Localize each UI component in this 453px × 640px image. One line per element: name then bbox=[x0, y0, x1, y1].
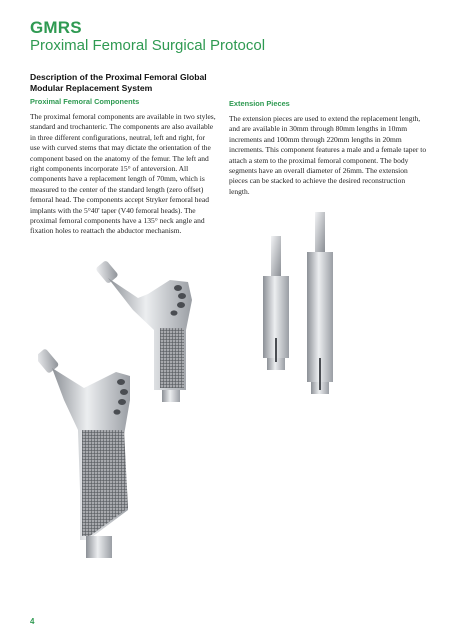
proximal-components-paragraph: The proximal femoral components are available in two styles, standard and trochanteric. The components are also available in three different configurations, neutral, left and right, for use with curved stems that may dictate the orientation of the component based on the anatomy of the femur. The left and right components incorporate 15° of anteversion. All components have a replacement length of 70mm, which is measured to the center of the standard length (zero offset) femoral head. The components accept Stryker femoral head implants with the 5°40' taper (V40 femoral heads). The proximal femoral components have a 135° neck angle and fixation holes to reattach the abductor mechanism. bbox=[30, 112, 216, 236]
extension-piece-short bbox=[263, 236, 289, 370]
left-column bbox=[30, 72, 216, 237]
section-title: Description of the Proximal Femoral Global Modular Replacement System bbox=[30, 72, 207, 93]
extension-piece-long bbox=[307, 212, 333, 394]
extension-pieces-heading: Extension Pieces bbox=[229, 99, 290, 108]
right-column bbox=[229, 99, 427, 197]
header-subtitle: Proximal Femoral Surgical Protocol bbox=[30, 37, 266, 54]
proximal-components-heading: Proximal Femoral Components bbox=[30, 97, 140, 106]
extension-piece-photo bbox=[255, 208, 375, 398]
page-number: 4 bbox=[30, 617, 35, 626]
header-brand: GMRS bbox=[30, 18, 82, 37]
femoral-component-front bbox=[38, 348, 130, 558]
extension-pieces-paragraph: The extension pieces are used to extend the replacement length, and are available in 30mm through 80mm lengths in 10mm increments and 100mm through 220mm lengths in 20mm increments. This component features a male and a female taper to attach a stem to the proximal femoral component. The body segments have an overall diameter of 26mm. The extension pieces can be stacked to achieve the desired reconstruction length. bbox=[229, 114, 427, 196]
proximal-femoral-component-photo bbox=[38, 250, 228, 570]
